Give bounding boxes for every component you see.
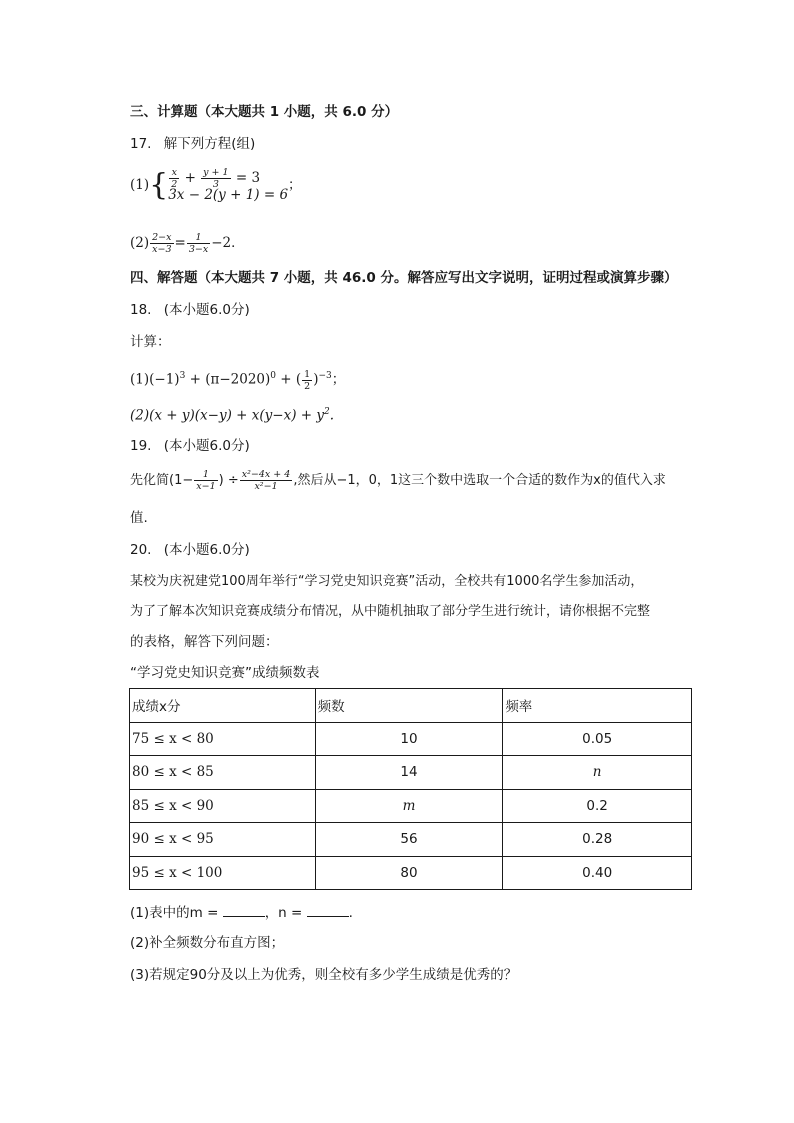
- table-cell: n: [503, 756, 692, 790]
- section-3-heading: 三、计算题（本大题共 1 小题，共 6.0 分）: [130, 104, 399, 120]
- fraction: $\frac{2-x}{x-3}$: [152, 232, 172, 255]
- table-cell: 56: [315, 823, 503, 857]
- table-row: [130, 823, 692, 857]
- question-18-intro: 计算：: [130, 334, 171, 350]
- question-score: (本小题6.0分): [163, 438, 250, 454]
- answer-blank-n[interactable]: [307, 902, 349, 917]
- fraction: $\frac{x}{2}$: [171, 166, 178, 190]
- frequency-table: [129, 688, 692, 890]
- question-score: (本小题6.0分): [163, 302, 250, 318]
- table-header-cell: 成绩x分: [130, 689, 316, 723]
- question-20-para-3: 的表格，解答下列问题：: [130, 634, 279, 650]
- question-18-title: [130, 300, 250, 320]
- table-header-cell: 频数: [315, 689, 503, 723]
- table-cell: 10: [315, 722, 503, 756]
- table-cell: 95 ≤ x < 100: [130, 856, 316, 890]
- table-cell: m: [315, 789, 503, 823]
- table-title: “学习党史知识竞赛”成绩频数表: [130, 665, 320, 681]
- question-17-part-1: (1){ $\frac{x}{2}$ + $\frac{y + 1}{3}$ = 3 3x − 2(y + 1) = 6 ；: [130, 166, 302, 203]
- question-20-sub-2: (2)补全频数分布直方图；: [130, 935, 285, 951]
- equation-system: [168, 167, 288, 205]
- equation-row-2: 3x − 2(y + 1) = 6: [168, 186, 289, 203]
- question-19-text-end: 值.: [130, 510, 148, 526]
- table-cell: 90 ≤ x < 95: [130, 823, 316, 857]
- table-cell: 85 ≤ x < 90: [130, 789, 316, 823]
- question-20-title: [130, 540, 250, 560]
- question-20-para-1: 某校为庆祝建党100周年举行“学习党史知识竞赛”活动，全校共有1000名学生参加活动，: [130, 574, 644, 589]
- fraction: $\frac{1}{x-1}$: [196, 469, 216, 492]
- table-cell: 14: [315, 756, 503, 790]
- question-19-text: 先化简(1− $\frac{1}{x-1}$ ) ÷ $\frac{\text{x²−4x + 4}}{\text{x²−1}}$ ,然后从−1，0，1这三个数中选取一个合适的数作为x的值代入求: [130, 469, 666, 492]
- question-number: 20.: [130, 542, 152, 558]
- question-number: 17.: [130, 136, 152, 152]
- equation-row-1: $\frac{x}{2}$ + $\frac{y + 1}{3}$ = 3: [171, 166, 261, 190]
- table-row: [130, 856, 692, 890]
- table-cell: 80 ≤ x < 85: [130, 756, 316, 790]
- table-header-cell: 频率: [503, 689, 692, 723]
- question-number: 19.: [130, 438, 152, 454]
- table-row: [130, 756, 692, 790]
- left-brace-icon: {: [149, 167, 169, 203]
- question-number: 18.: [130, 302, 152, 318]
- part-label: (1): [130, 177, 150, 193]
- question-17-part-2: (2) $\frac{2-x}{x-3}$ = $\frac{1}{3-x}$ −2．: [130, 232, 245, 255]
- table-cell: 0.40: [503, 856, 692, 890]
- fraction: $\frac{1}{3-x}$: [188, 232, 209, 255]
- table-row: [130, 722, 692, 756]
- table-cell: 0.05: [503, 722, 692, 756]
- answer-blank-m[interactable]: [223, 902, 265, 917]
- fraction: $\frac{1}{2}$: [304, 368, 311, 392]
- question-19-title: [130, 436, 250, 456]
- question-text: 解下列方程(组): [163, 136, 256, 152]
- question-17-title: [130, 134, 255, 154]
- table-cell: 75 ≤ x < 80: [130, 722, 316, 756]
- table-row: [130, 789, 692, 823]
- question-18-part-1: $(1)(-1)^3 + (\pi-2020)^0$ + ( $\frac{1}{2}$ )$^{-3}$；: [130, 368, 346, 392]
- question-20-sub-1: (1)表中的m = ，n = .: [130, 902, 353, 923]
- question-18-part-2: $(2)(x + y)(x-y) + x(y-x) + y^2$.: [130, 407, 335, 424]
- question-20-sub-3: (3)若规定90分及以上为优秀，则全校有多少学生成绩是优秀的？: [130, 967, 518, 983]
- table-header-row: [130, 689, 692, 723]
- question-score: (本小题6.0分): [163, 542, 250, 558]
- fraction: $\frac{\text{x²−4x + 4}}{\text{x²−1}}$: [241, 469, 291, 492]
- table-cell: 0.2: [503, 789, 692, 823]
- table-cell: 80: [315, 856, 503, 890]
- question-20-para-2: 为了了解本次知识竞赛成绩分布情况，从中随机抽取了部分学生进行统计，请你根据不完整: [130, 604, 651, 619]
- table-cell: 0.28: [503, 823, 692, 857]
- section-4-heading: 四、解答题（本大题共 7 小题，共 46.0 分。解答应写出文字说明，证明过程或演算步骤）: [130, 270, 678, 286]
- fraction: $\frac{y + 1}{3}$: [203, 166, 229, 190]
